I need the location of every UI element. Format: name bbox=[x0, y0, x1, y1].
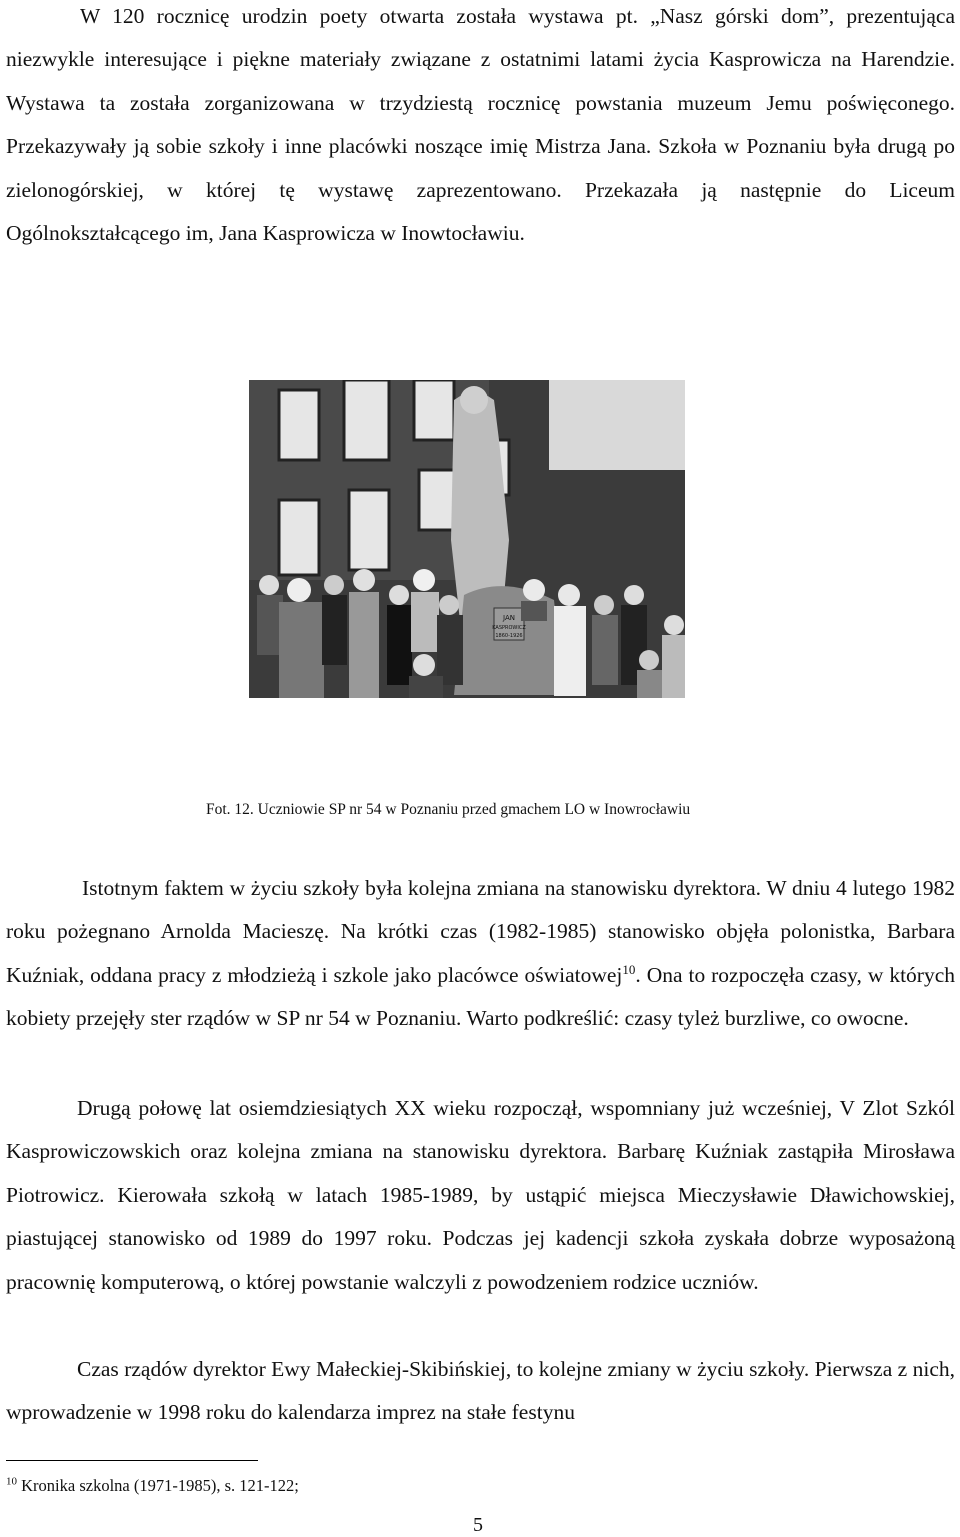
footnote-separator bbox=[6, 1460, 258, 1461]
paragraph-malecka: Czas rządów dyrektor Ewy Małeckiej-Skibińskiej, to kolejne zmiany w życiu szkoły. Pierwsza z nich, wprowadzenie w 1998 roku do kalendarza imprez na stałe festynu bbox=[6, 1357, 955, 1425]
paragraph-eighties: Drugą połowę lat osiemdziesiątych XX wieku rozpoczął, wspomniany już wcześniej, V Zlot Szkól Kasprowiczowskich oraz kolejna zmiana na stanowisku dyrektora. Barbarę Kuźniak zastąpiła Mirosława Piotrowicz. Kierowała szkołą w latach 1985-1989, by ustąpić miejsca Mieczysławie Dławichowskiej, piastującej stanowisko od 1989 do 1997 roku. Podczas jej kadencji szkoła zyskała dobrze wyposażoną pracownię komputerową, o której powstanie walczyli z powodzeniem rodzice uczniów. bbox=[6, 1096, 955, 1294]
monument-inscription-2: KASPROWICZ bbox=[492, 625, 526, 631]
page-number: 5 bbox=[473, 1514, 483, 1536]
footnote-number: 10 bbox=[6, 1475, 17, 1488]
monument-inscription-1: JAN bbox=[503, 614, 515, 622]
paragraph-director-change-text-1: Istotnym faktem w życiu szkoły była kolejna zmiana na stanowisku dyrektora. W dniu 4 lutego 1982 roku pożegnano Arnolda Macieszę. Na krótki czas (1982-1985) stanowisko objęła polonistka, Barbara Kuźniak, oddana pracy z młodzieżą i szkole jako placówce oświatowej bbox=[6, 876, 955, 987]
paragraph-director-change bbox=[6, 867, 955, 1041]
footnote-text: Kronika szkolna (1971-1985), s. 121-122; bbox=[21, 1476, 299, 1495]
photo-caption: Fot. 12. Uczniowie SP nr 54 w Poznaniu przed gmachem LO w Inowrocławiu bbox=[206, 801, 691, 818]
paragraph-director-change-text-2: . Ona to rozpoczęła czasy, w których kobiety przejęły ster rządów w SP nr 54 w Poznaniu. Warto podkreślić: czasy tyleż burzliwe, co owocne. bbox=[6, 962, 955, 1031]
footnote bbox=[6, 1475, 299, 1497]
footnote-reference: 10 bbox=[622, 961, 636, 977]
monument-inscription-3: 1860-1926 bbox=[495, 633, 523, 639]
school-group-photo bbox=[249, 380, 685, 698]
paragraph-exhibition: W 120 rocznicę urodzin poety otwarta została wystawa pt. „Nasz górski dom”, prezentująca niezwykle interesujące i piękne materiały związane z ostatnimi latami życia Kasprowicza na Harendzie. Wystawa ta została zorganizowana w trzydziestą rocznicę powstania muzeum Jemu poświęconego. Przekazywały ją sobie szkoły i inne placówki noszące imię Mistrza Jana. Szkoła w Poznaniu była drugą po zielonogórskiej, w której tę wystawę zaprezentowano. Przekazała ją następnie do Liceum Ogólnokształcącego im, Jana Kasprowicza w Inowtocławiu. bbox=[6, 4, 955, 246]
